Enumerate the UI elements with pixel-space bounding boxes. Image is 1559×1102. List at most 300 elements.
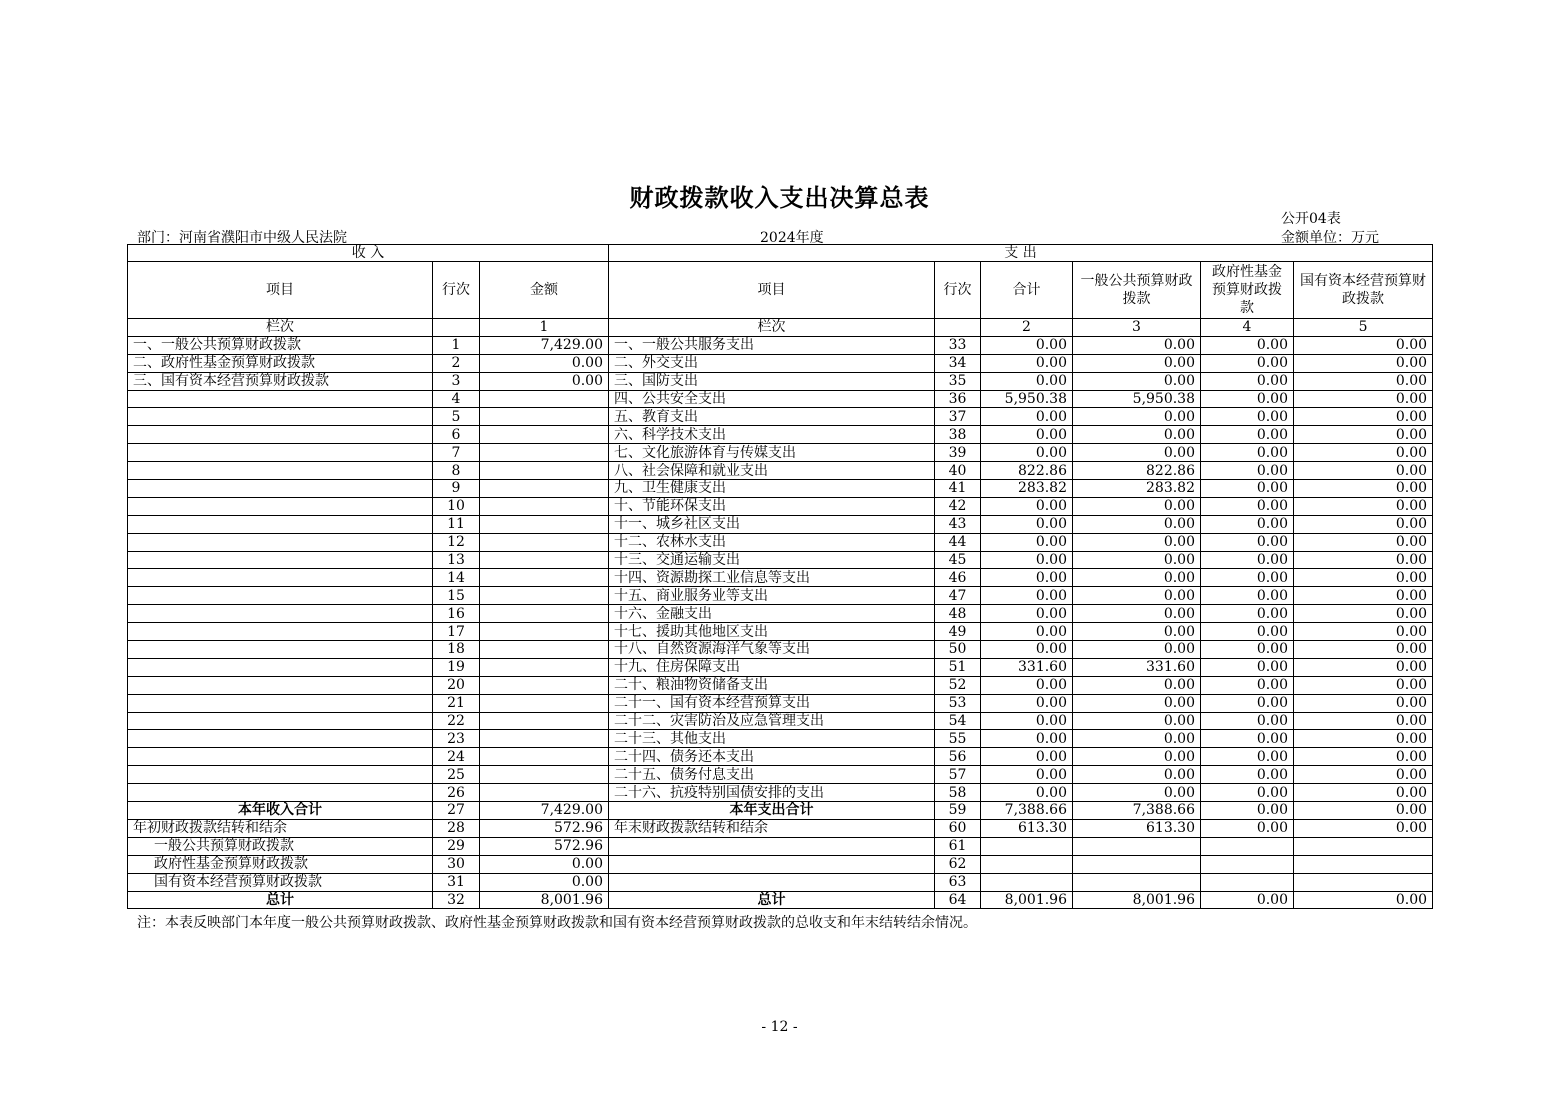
expense-section-header: 支 出 — [609, 245, 1433, 262]
income-amount: 572.96 — [480, 837, 609, 855]
gov-fund-amount: 0.00 — [1201, 390, 1294, 408]
state-capital-amount: 0.00 — [1294, 480, 1433, 498]
expense-item: 二十一、国有资本经营预算支出 — [609, 694, 935, 712]
page-number: - 12 - — [761, 1019, 798, 1035]
income-row-no: 9 — [433, 480, 480, 498]
table-row — [128, 462, 1433, 480]
expense-row-no: 47 — [935, 587, 981, 605]
income-item — [128, 497, 433, 515]
expense-row-no-header: 行次 — [935, 262, 981, 319]
gov-fund-amount: 0.00 — [1201, 641, 1294, 659]
column-number: 2 — [981, 319, 1073, 337]
table-row — [128, 730, 1433, 748]
income-amount — [480, 605, 609, 623]
column-number: 1 — [480, 319, 609, 337]
gov-fund-amount: 0.00 — [1201, 336, 1294, 354]
empty-cell — [935, 319, 981, 337]
expense-item: 本年支出合计 — [609, 802, 935, 820]
expense-total: 0.00 — [981, 533, 1073, 551]
state-capital-amount: 0.00 — [1294, 891, 1433, 909]
state-capital-amount: 0.00 — [1294, 784, 1433, 802]
gov-fund-amount: 0.00 — [1201, 730, 1294, 748]
income-amount — [480, 587, 609, 605]
expense-item: 二十五、债务付息支出 — [609, 766, 935, 784]
income-amount — [480, 658, 609, 676]
income-amount — [480, 569, 609, 587]
table-row — [128, 515, 1433, 533]
expense-row-no: 46 — [935, 569, 981, 587]
gov-fund-header: 政府性基金预算财政拨款 — [1201, 262, 1294, 319]
state-capital-amount: 0.00 — [1294, 390, 1433, 408]
income-amount — [480, 480, 609, 498]
expense-total — [981, 873, 1073, 891]
expense-column-label: 栏次 — [609, 319, 935, 337]
income-item: 三、国有资本经营预算财政拨款 — [128, 372, 433, 390]
general-budget-amount: 0.00 — [1073, 336, 1201, 354]
state-capital-amount: 0.00 — [1294, 730, 1433, 748]
table-row — [128, 658, 1433, 676]
expense-total: 0.00 — [981, 676, 1073, 694]
income-row-no: 4 — [433, 390, 480, 408]
expense-total — [981, 837, 1073, 855]
subtotal-row — [128, 802, 1433, 820]
expense-row-no: 41 — [935, 480, 981, 498]
income-item — [128, 766, 433, 784]
general-budget-amount: 7,388.66 — [1073, 802, 1201, 820]
gov-fund-amount: 0.00 — [1201, 551, 1294, 569]
carry-row — [128, 873, 1433, 891]
state-capital-amount: 0.00 — [1294, 533, 1433, 551]
general-budget-amount: 0.00 — [1073, 676, 1201, 694]
table-row — [128, 336, 1433, 354]
expense-total: 283.82 — [981, 480, 1073, 498]
general-budget-amount: 0.00 — [1073, 730, 1201, 748]
table-row — [128, 605, 1433, 623]
department-label: 部门：河南省濮阳市中级人民法院 — [137, 230, 347, 246]
table-row — [128, 569, 1433, 587]
state-capital-amount: 0.00 — [1294, 623, 1433, 641]
income-item — [128, 784, 433, 802]
income-amount — [480, 748, 609, 766]
gov-fund-amount: 0.00 — [1201, 444, 1294, 462]
expense-row-no: 40 — [935, 462, 981, 480]
table-row — [128, 694, 1433, 712]
gov-fund-amount: 0.00 — [1201, 676, 1294, 694]
table-note: 注：本表反映部门本年度一般公共预算财政拨款、政府性基金预算财政拨款和国有资本经营预算财政拨款的总收支和年末结转结余情况。 — [137, 915, 977, 931]
expense-item: 十五、商业服务业等支出 — [609, 587, 935, 605]
expense-item: 二十三、其他支出 — [609, 730, 935, 748]
income-amount — [480, 408, 609, 426]
expense-item: 十、节能环保支出 — [609, 497, 935, 515]
expense-total: 0.00 — [981, 641, 1073, 659]
expense-row-no: 35 — [935, 372, 981, 390]
expense-row-no: 59 — [935, 802, 981, 820]
state-capital-amount: 0.00 — [1294, 372, 1433, 390]
income-item — [128, 623, 433, 641]
expense-row-no: 52 — [935, 676, 981, 694]
income-item: 二、政府性基金预算财政拨款 — [128, 354, 433, 372]
income-item — [128, 641, 433, 659]
general-budget-amount: 0.00 — [1073, 354, 1201, 372]
expense-total: 0.00 — [981, 730, 1073, 748]
income-row-no: 21 — [433, 694, 480, 712]
expense-row-no: 49 — [935, 623, 981, 641]
general-budget-amount: 0.00 — [1073, 497, 1201, 515]
income-amount — [480, 462, 609, 480]
expense-row-no: 33 — [935, 336, 981, 354]
state-capital-amount — [1294, 855, 1433, 873]
gov-fund-amount: 0.00 — [1201, 694, 1294, 712]
expense-row-no: 39 — [935, 444, 981, 462]
table-row — [128, 784, 1433, 802]
expense-total: 0.00 — [981, 712, 1073, 730]
table-row — [128, 623, 1433, 641]
income-section-header: 收 入 — [128, 245, 609, 262]
state-capital-amount: 0.00 — [1294, 444, 1433, 462]
income-row-no-header: 行次 — [433, 262, 480, 319]
gov-fund-amount: 0.00 — [1201, 802, 1294, 820]
expense-row-no: 42 — [935, 497, 981, 515]
income-item — [128, 515, 433, 533]
expense-total: 0.00 — [981, 623, 1073, 641]
general-budget-amount: 0.00 — [1073, 641, 1201, 659]
income-amount — [480, 533, 609, 551]
general-budget-header: 一般公共预算财政拨款 — [1073, 262, 1201, 319]
general-budget-amount: 8,001.96 — [1073, 891, 1201, 909]
state-capital-amount: 0.00 — [1294, 694, 1433, 712]
expense-row-no: 56 — [935, 748, 981, 766]
gov-fund-amount: 0.00 — [1201, 569, 1294, 587]
expense-item: 十三、交通运输支出 — [609, 551, 935, 569]
expense-total: 0.00 — [981, 605, 1073, 623]
state-capital-amount: 0.00 — [1294, 497, 1433, 515]
expense-item: 二十、粮油物资储备支出 — [609, 676, 935, 694]
general-budget-amount: 0.00 — [1073, 515, 1201, 533]
general-budget-amount — [1073, 837, 1201, 855]
expense-row-no: 62 — [935, 855, 981, 873]
gov-fund-amount: 0.00 — [1201, 748, 1294, 766]
income-row-no: 19 — [433, 658, 480, 676]
income-row-no: 2 — [433, 354, 480, 372]
expense-row-no: 38 — [935, 426, 981, 444]
state-capital-amount: 0.00 — [1294, 641, 1433, 659]
income-row-no: 23 — [433, 730, 480, 748]
expense-total: 0.00 — [981, 694, 1073, 712]
expense-row-no: 54 — [935, 712, 981, 730]
expense-item: 十一、城乡社区支出 — [609, 515, 935, 533]
income-amount — [480, 426, 609, 444]
income-item — [128, 462, 433, 480]
income-row-no: 24 — [433, 748, 480, 766]
state-capital-amount: 0.00 — [1294, 336, 1433, 354]
income-column-label: 栏次 — [128, 319, 433, 337]
table-row — [128, 676, 1433, 694]
table-row — [128, 390, 1433, 408]
income-row-no: 8 — [433, 462, 480, 480]
expense-item: 四、公共安全支出 — [609, 390, 935, 408]
expense-total: 0.00 — [981, 426, 1073, 444]
table-row — [128, 766, 1433, 784]
state-capital-amount: 0.00 — [1294, 605, 1433, 623]
income-item — [128, 658, 433, 676]
income-amount — [480, 694, 609, 712]
expense-item: 二、外交支出 — [609, 354, 935, 372]
income-item — [128, 390, 433, 408]
carry-row — [128, 855, 1433, 873]
expense-total: 0.00 — [981, 748, 1073, 766]
expense-total: 0.00 — [981, 766, 1073, 784]
general-budget-amount: 0.00 — [1073, 426, 1201, 444]
income-row-no: 17 — [433, 623, 480, 641]
gov-fund-amount — [1201, 855, 1294, 873]
income-amount — [480, 515, 609, 533]
expense-total: 0.00 — [981, 354, 1073, 372]
expense-row-no: 63 — [935, 873, 981, 891]
carry-row — [128, 837, 1433, 855]
expense-total: 822.86 — [981, 462, 1073, 480]
state-capital-amount: 0.00 — [1294, 766, 1433, 784]
carry-row — [128, 819, 1433, 837]
column-number: 3 — [1073, 319, 1201, 337]
income-amount: 572.96 — [480, 819, 609, 837]
income-row-no: 28 — [433, 819, 480, 837]
fiscal-year: 2024年度 — [760, 230, 824, 246]
income-row-no: 25 — [433, 766, 480, 784]
income-item — [128, 444, 433, 462]
gov-fund-amount: 0.00 — [1201, 712, 1294, 730]
state-capital-amount — [1294, 837, 1433, 855]
gov-fund-amount: 0.00 — [1201, 819, 1294, 837]
gov-fund-amount: 0.00 — [1201, 605, 1294, 623]
income-row-no: 13 — [433, 551, 480, 569]
income-row-no: 14 — [433, 569, 480, 587]
expense-item: 一、一般公共服务支出 — [609, 336, 935, 354]
income-item — [128, 712, 433, 730]
general-budget-amount: 0.00 — [1073, 587, 1201, 605]
income-item — [128, 426, 433, 444]
income-amount: 8,001.96 — [480, 891, 609, 909]
table-row — [128, 712, 1433, 730]
income-item — [128, 730, 433, 748]
expense-total: 0.00 — [981, 497, 1073, 515]
income-row-no: 29 — [433, 837, 480, 855]
income-row-no: 22 — [433, 712, 480, 730]
gov-fund-amount: 0.00 — [1201, 497, 1294, 515]
expense-item — [609, 855, 935, 873]
income-amount — [480, 623, 609, 641]
expense-row-no: 37 — [935, 408, 981, 426]
gov-fund-amount: 0.00 — [1201, 515, 1294, 533]
table-row — [128, 372, 1433, 390]
income-amount — [480, 390, 609, 408]
expense-item: 总计 — [609, 891, 935, 909]
income-item — [128, 533, 433, 551]
state-capital-amount: 0.00 — [1294, 819, 1433, 837]
general-budget-amount: 0.00 — [1073, 766, 1201, 784]
income-item — [128, 480, 433, 498]
expense-item-header: 项目 — [609, 262, 935, 319]
expense-row-no: 55 — [935, 730, 981, 748]
general-budget-amount: 0.00 — [1073, 408, 1201, 426]
expense-row-no: 48 — [935, 605, 981, 623]
expense-total: 7,388.66 — [981, 802, 1073, 820]
table-row — [128, 551, 1433, 569]
income-item — [128, 748, 433, 766]
amount-unit: 金额单位：万元 — [1281, 230, 1379, 246]
state-capital-amount: 0.00 — [1294, 515, 1433, 533]
income-amount: 7,429.00 — [480, 336, 609, 354]
form-number: 公开04表 — [1281, 211, 1341, 227]
table-row — [128, 444, 1433, 462]
general-budget-amount: 822.86 — [1073, 462, 1201, 480]
general-budget-amount: 0.00 — [1073, 533, 1201, 551]
expense-total: 613.30 — [981, 819, 1073, 837]
expense-total: 0.00 — [981, 784, 1073, 802]
income-item — [128, 694, 433, 712]
income-amount: 0.00 — [480, 873, 609, 891]
income-amount — [480, 712, 609, 730]
general-budget-amount: 0.00 — [1073, 748, 1201, 766]
general-budget-amount: 283.82 — [1073, 480, 1201, 498]
income-amount: 0.00 — [480, 855, 609, 873]
gov-fund-amount: 0.00 — [1201, 587, 1294, 605]
expense-total: 0.00 — [981, 372, 1073, 390]
general-budget-amount: 0.00 — [1073, 784, 1201, 802]
income-amount — [480, 676, 609, 694]
expense-item: 二十四、债务还本支出 — [609, 748, 935, 766]
state-capital-header: 国有资本经营预算财政拨款 — [1294, 262, 1433, 319]
expense-item: 十八、自然资源海洋气象等支出 — [609, 641, 935, 659]
expense-item: 十二、农林水支出 — [609, 533, 935, 551]
income-item — [128, 551, 433, 569]
income-item: 本年收入合计 — [128, 802, 433, 820]
state-capital-amount: 0.00 — [1294, 551, 1433, 569]
general-budget-amount — [1073, 855, 1201, 873]
income-row-no: 10 — [433, 497, 480, 515]
income-item: 政府性基金预算财政拨款 — [128, 855, 433, 873]
expense-row-no: 58 — [935, 784, 981, 802]
gov-fund-amount: 0.00 — [1201, 408, 1294, 426]
expense-total: 0.00 — [981, 551, 1073, 569]
income-item — [128, 569, 433, 587]
expense-total: 0.00 — [981, 515, 1073, 533]
grand-total-row — [128, 891, 1433, 909]
expense-row-no: 50 — [935, 641, 981, 659]
expense-total: 331.60 — [981, 658, 1073, 676]
general-budget-amount: 0.00 — [1073, 569, 1201, 587]
expense-item: 二十二、灾害防治及应急管理支出 — [609, 712, 935, 730]
income-row-no: 18 — [433, 641, 480, 659]
state-capital-amount: 0.00 — [1294, 354, 1433, 372]
general-budget-amount: 0.00 — [1073, 712, 1201, 730]
table-row — [128, 497, 1433, 515]
general-budget-amount: 0.00 — [1073, 694, 1201, 712]
gov-fund-amount: 0.00 — [1201, 462, 1294, 480]
state-capital-amount: 0.00 — [1294, 426, 1433, 444]
gov-fund-amount: 0.00 — [1201, 354, 1294, 372]
gov-fund-amount — [1201, 873, 1294, 891]
general-budget-amount: 5,950.38 — [1073, 390, 1201, 408]
general-budget-amount: 0.00 — [1073, 372, 1201, 390]
income-row-no: 15 — [433, 587, 480, 605]
table-row — [128, 748, 1433, 766]
expense-item — [609, 837, 935, 855]
state-capital-amount: 0.00 — [1294, 587, 1433, 605]
income-item — [128, 605, 433, 623]
income-row-no: 1 — [433, 336, 480, 354]
income-row-no: 11 — [433, 515, 480, 533]
expense-item — [609, 873, 935, 891]
state-capital-amount: 0.00 — [1294, 748, 1433, 766]
expense-row-no: 45 — [935, 551, 981, 569]
table-row — [128, 480, 1433, 498]
gov-fund-amount: 0.00 — [1201, 891, 1294, 909]
income-amount — [480, 766, 609, 784]
expense-row-no: 51 — [935, 658, 981, 676]
gov-fund-amount: 0.00 — [1201, 426, 1294, 444]
general-budget-amount: 0.00 — [1073, 551, 1201, 569]
income-row-no: 16 — [433, 605, 480, 623]
expense-item: 二十六、抗疫特别国债安排的支出 — [609, 784, 935, 802]
column-number: 4 — [1201, 319, 1294, 337]
expense-item: 七、文化旅游体育与传媒支出 — [609, 444, 935, 462]
expense-row-no: 44 — [935, 533, 981, 551]
income-item-header: 项目 — [128, 262, 433, 319]
gov-fund-amount: 0.00 — [1201, 372, 1294, 390]
income-item: 国有资本经营预算财政拨款 — [128, 873, 433, 891]
income-row-no: 27 — [433, 802, 480, 820]
expense-row-no: 36 — [935, 390, 981, 408]
income-row-no: 3 — [433, 372, 480, 390]
income-item — [128, 408, 433, 426]
income-item: 一般公共预算财政拨款 — [128, 837, 433, 855]
expense-total: 5,950.38 — [981, 390, 1073, 408]
expense-total — [981, 855, 1073, 873]
expense-row-no: 57 — [935, 766, 981, 784]
report-title: 财政拨款收入支出决算总表 — [629, 184, 930, 212]
income-amount: 0.00 — [480, 372, 609, 390]
table-row — [128, 426, 1433, 444]
expense-item: 五、教育支出 — [609, 408, 935, 426]
general-budget-amount: 0.00 — [1073, 605, 1201, 623]
income-row-no: 32 — [433, 891, 480, 909]
income-row-no: 7 — [433, 444, 480, 462]
expense-row-no: 61 — [935, 837, 981, 855]
expense-item: 九、卫生健康支出 — [609, 480, 935, 498]
expense-item: 十六、金融支出 — [609, 605, 935, 623]
expense-item: 年末财政拨款结转和结余 — [609, 819, 935, 837]
income-amount — [480, 641, 609, 659]
income-amount — [480, 497, 609, 515]
income-row-no: 31 — [433, 873, 480, 891]
income-row-no: 20 — [433, 676, 480, 694]
income-amount — [480, 784, 609, 802]
general-budget-amount: 0.00 — [1073, 444, 1201, 462]
table-row — [128, 533, 1433, 551]
expense-item: 十七、援助其他地区支出 — [609, 623, 935, 641]
expense-total: 0.00 — [981, 587, 1073, 605]
gov-fund-amount: 0.00 — [1201, 480, 1294, 498]
budget-summary-table — [127, 244, 1433, 909]
gov-fund-amount: 0.00 — [1201, 658, 1294, 676]
gov-fund-amount: 0.00 — [1201, 623, 1294, 641]
income-amount — [480, 444, 609, 462]
gov-fund-amount: 0.00 — [1201, 784, 1294, 802]
expense-total: 0.00 — [981, 336, 1073, 354]
expense-item: 十九、住房保障支出 — [609, 658, 935, 676]
expense-total: 8,001.96 — [981, 891, 1073, 909]
state-capital-amount: 0.00 — [1294, 802, 1433, 820]
